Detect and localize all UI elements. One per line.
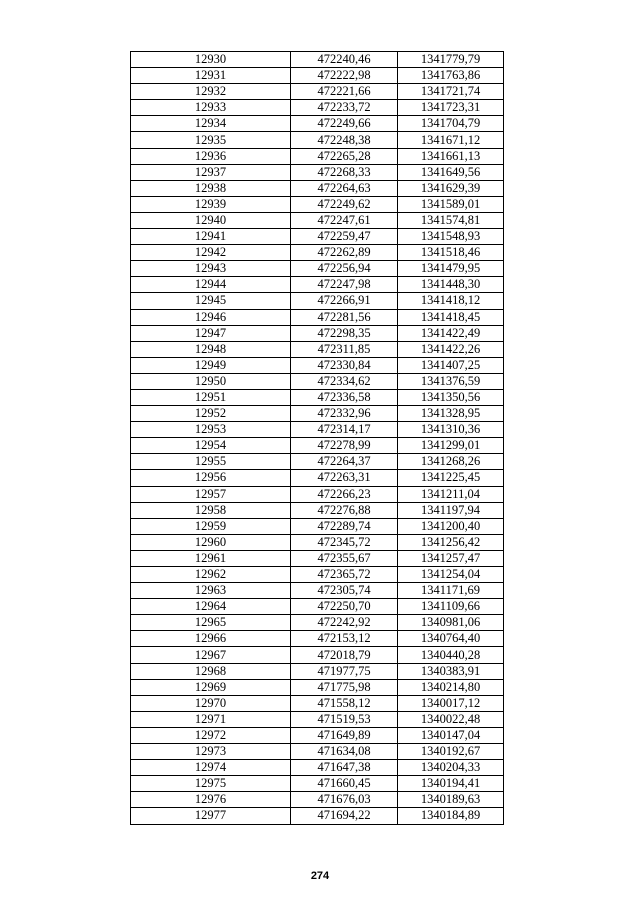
x-coordinate-cell: 471649,89 bbox=[291, 727, 398, 743]
x-coordinate-cell: 472332,96 bbox=[291, 406, 398, 422]
y-coordinate-cell: 1341589,01 bbox=[398, 196, 504, 212]
x-coordinate-cell: 472334,62 bbox=[291, 373, 398, 389]
y-coordinate-cell: 1340022,48 bbox=[398, 711, 504, 727]
point-number-cell: 12935 bbox=[131, 132, 291, 148]
table-row bbox=[131, 567, 504, 583]
table-row bbox=[131, 583, 504, 599]
y-coordinate-cell: 1340184,89 bbox=[398, 808, 504, 824]
point-number-cell: 12956 bbox=[131, 470, 291, 486]
point-number-cell: 12948 bbox=[131, 341, 291, 357]
point-number-cell: 12960 bbox=[131, 534, 291, 550]
table-row bbox=[131, 341, 504, 357]
point-number-cell: 12950 bbox=[131, 373, 291, 389]
point-number-cell: 12969 bbox=[131, 679, 291, 695]
point-number-cell: 12963 bbox=[131, 583, 291, 599]
x-coordinate-cell: 472247,61 bbox=[291, 212, 398, 228]
table-row bbox=[131, 599, 504, 615]
table-row bbox=[131, 534, 504, 550]
table-row bbox=[131, 679, 504, 695]
point-number-cell: 12938 bbox=[131, 180, 291, 196]
y-coordinate-cell: 1341548,93 bbox=[398, 229, 504, 245]
y-coordinate-cell: 1341299,01 bbox=[398, 438, 504, 454]
x-coordinate-cell: 471977,75 bbox=[291, 663, 398, 679]
y-coordinate-cell: 1341171,69 bbox=[398, 583, 504, 599]
x-coordinate-cell: 472153,12 bbox=[291, 631, 398, 647]
x-coordinate-cell: 472336,58 bbox=[291, 389, 398, 405]
y-coordinate-cell: 1341268,26 bbox=[398, 454, 504, 470]
point-number-cell: 12951 bbox=[131, 389, 291, 405]
table-row bbox=[131, 389, 504, 405]
y-coordinate-cell: 1341629,39 bbox=[398, 180, 504, 196]
table-row bbox=[131, 148, 504, 164]
point-number-cell: 12976 bbox=[131, 792, 291, 808]
point-number-cell: 12940 bbox=[131, 212, 291, 228]
x-coordinate-cell: 472264,37 bbox=[291, 454, 398, 470]
table-row bbox=[131, 100, 504, 116]
table-row bbox=[131, 518, 504, 534]
y-coordinate-cell: 1341254,04 bbox=[398, 567, 504, 583]
y-coordinate-cell: 1341763,86 bbox=[398, 68, 504, 84]
point-number-cell: 12934 bbox=[131, 116, 291, 132]
table-row bbox=[131, 615, 504, 631]
point-number-cell: 12966 bbox=[131, 631, 291, 647]
point-number-cell: 12977 bbox=[131, 808, 291, 824]
x-coordinate-cell: 472281,56 bbox=[291, 309, 398, 325]
point-number-cell: 12943 bbox=[131, 261, 291, 277]
table-row bbox=[131, 711, 504, 727]
point-number-cell: 12937 bbox=[131, 164, 291, 180]
x-coordinate-cell: 472264,63 bbox=[291, 180, 398, 196]
y-coordinate-cell: 1341310,36 bbox=[398, 422, 504, 438]
table-row bbox=[131, 422, 504, 438]
x-coordinate-cell: 472355,67 bbox=[291, 550, 398, 566]
table-row bbox=[131, 293, 504, 309]
table-row bbox=[131, 406, 504, 422]
x-coordinate-cell: 472256,94 bbox=[291, 261, 398, 277]
table-row bbox=[131, 727, 504, 743]
point-number-cell: 12942 bbox=[131, 245, 291, 261]
point-number-cell: 12968 bbox=[131, 663, 291, 679]
point-number-cell: 12945 bbox=[131, 293, 291, 309]
y-coordinate-cell: 1341518,46 bbox=[398, 245, 504, 261]
point-number-cell: 12965 bbox=[131, 615, 291, 631]
y-coordinate-cell: 1340192,67 bbox=[398, 744, 504, 760]
point-number-cell: 12933 bbox=[131, 100, 291, 116]
y-coordinate-cell: 1341422,26 bbox=[398, 341, 504, 357]
x-coordinate-cell: 472314,17 bbox=[291, 422, 398, 438]
x-coordinate-cell: 471694,22 bbox=[291, 808, 398, 824]
table-row bbox=[131, 180, 504, 196]
table-row bbox=[131, 550, 504, 566]
x-coordinate-cell: 472240,46 bbox=[291, 52, 398, 68]
table-row bbox=[131, 486, 504, 502]
table-row bbox=[131, 808, 504, 824]
y-coordinate-cell: 1340981,06 bbox=[398, 615, 504, 631]
coordinates-table-container bbox=[130, 51, 503, 825]
table-row bbox=[131, 277, 504, 293]
point-number-cell: 12944 bbox=[131, 277, 291, 293]
x-coordinate-cell: 471676,03 bbox=[291, 792, 398, 808]
point-number-cell: 12932 bbox=[131, 84, 291, 100]
point-number-cell: 12967 bbox=[131, 647, 291, 663]
table-row bbox=[131, 373, 504, 389]
y-coordinate-cell: 1340194,41 bbox=[398, 776, 504, 792]
point-number-cell: 12954 bbox=[131, 438, 291, 454]
y-coordinate-cell: 1340764,40 bbox=[398, 631, 504, 647]
x-coordinate-cell: 472266,91 bbox=[291, 293, 398, 309]
point-number-cell: 12947 bbox=[131, 325, 291, 341]
y-coordinate-cell: 1341200,40 bbox=[398, 518, 504, 534]
x-coordinate-cell: 472305,74 bbox=[291, 583, 398, 599]
table-row bbox=[131, 116, 504, 132]
y-coordinate-cell: 1341418,12 bbox=[398, 293, 504, 309]
table-row bbox=[131, 454, 504, 470]
y-coordinate-cell: 1341661,13 bbox=[398, 148, 504, 164]
table-row bbox=[131, 357, 504, 373]
x-coordinate-cell: 472248,38 bbox=[291, 132, 398, 148]
coordinates-table-body bbox=[131, 52, 504, 825]
table-row bbox=[131, 647, 504, 663]
page-number: 274 bbox=[310, 870, 330, 882]
table-row bbox=[131, 196, 504, 212]
y-coordinate-cell: 1341350,56 bbox=[398, 389, 504, 405]
table-row bbox=[131, 792, 504, 808]
x-coordinate-cell: 472233,72 bbox=[291, 100, 398, 116]
table-row bbox=[131, 470, 504, 486]
point-number-cell: 12973 bbox=[131, 744, 291, 760]
x-coordinate-cell: 472222,98 bbox=[291, 68, 398, 84]
point-number-cell: 12957 bbox=[131, 486, 291, 502]
y-coordinate-cell: 1341225,45 bbox=[398, 470, 504, 486]
coordinates-table bbox=[130, 51, 504, 825]
table-row bbox=[131, 695, 504, 711]
y-coordinate-cell: 1340204,33 bbox=[398, 760, 504, 776]
y-coordinate-cell: 1341418,45 bbox=[398, 309, 504, 325]
table-row bbox=[131, 229, 504, 245]
table-row bbox=[131, 261, 504, 277]
x-coordinate-cell: 472266,23 bbox=[291, 486, 398, 502]
x-coordinate-cell: 472259,47 bbox=[291, 229, 398, 245]
x-coordinate-cell: 472276,88 bbox=[291, 502, 398, 518]
x-coordinate-cell: 471519,53 bbox=[291, 711, 398, 727]
x-coordinate-cell: 472249,62 bbox=[291, 196, 398, 212]
point-number-cell: 12936 bbox=[131, 148, 291, 164]
y-coordinate-cell: 1341704,79 bbox=[398, 116, 504, 132]
table-row bbox=[131, 776, 504, 792]
table-row bbox=[131, 502, 504, 518]
table-row bbox=[131, 325, 504, 341]
y-coordinate-cell: 1340147,04 bbox=[398, 727, 504, 743]
table-row bbox=[131, 438, 504, 454]
x-coordinate-cell: 471660,45 bbox=[291, 776, 398, 792]
table-row bbox=[131, 245, 504, 261]
x-coordinate-cell: 472262,89 bbox=[291, 245, 398, 261]
x-coordinate-cell: 471634,08 bbox=[291, 744, 398, 760]
x-coordinate-cell: 472265,28 bbox=[291, 148, 398, 164]
x-coordinate-cell: 472018,79 bbox=[291, 647, 398, 663]
point-number-cell: 12975 bbox=[131, 776, 291, 792]
y-coordinate-cell: 1341422,49 bbox=[398, 325, 504, 341]
point-number-cell: 12941 bbox=[131, 229, 291, 245]
table-row bbox=[131, 84, 504, 100]
point-number-cell: 12959 bbox=[131, 518, 291, 534]
y-coordinate-cell: 1341256,42 bbox=[398, 534, 504, 550]
point-number-cell: 12952 bbox=[131, 406, 291, 422]
y-coordinate-cell: 1341574,81 bbox=[398, 212, 504, 228]
x-coordinate-cell: 471775,98 bbox=[291, 679, 398, 695]
x-coordinate-cell: 471647,38 bbox=[291, 760, 398, 776]
point-number-cell: 12949 bbox=[131, 357, 291, 373]
x-coordinate-cell: 472311,85 bbox=[291, 341, 398, 357]
x-coordinate-cell: 472268,33 bbox=[291, 164, 398, 180]
point-number-cell: 12974 bbox=[131, 760, 291, 776]
table-row bbox=[131, 212, 504, 228]
point-number-cell: 12970 bbox=[131, 695, 291, 711]
point-number-cell: 12971 bbox=[131, 711, 291, 727]
y-coordinate-cell: 1341257,47 bbox=[398, 550, 504, 566]
y-coordinate-cell: 1340017,12 bbox=[398, 695, 504, 711]
table-row bbox=[131, 132, 504, 148]
point-number-cell: 12972 bbox=[131, 727, 291, 743]
y-coordinate-cell: 1341779,79 bbox=[398, 52, 504, 68]
y-coordinate-cell: 1341197,94 bbox=[398, 502, 504, 518]
x-coordinate-cell: 472278,99 bbox=[291, 438, 398, 454]
y-coordinate-cell: 1341448,30 bbox=[398, 277, 504, 293]
point-number-cell: 12962 bbox=[131, 567, 291, 583]
y-coordinate-cell: 1341211,04 bbox=[398, 486, 504, 502]
x-coordinate-cell: 472250,70 bbox=[291, 599, 398, 615]
y-coordinate-cell: 1341479,95 bbox=[398, 261, 504, 277]
table-row bbox=[131, 631, 504, 647]
table-row bbox=[131, 164, 504, 180]
point-number-cell: 12958 bbox=[131, 502, 291, 518]
x-coordinate-cell: 472330,84 bbox=[291, 357, 398, 373]
y-coordinate-cell: 1341671,12 bbox=[398, 132, 504, 148]
y-coordinate-cell: 1341407,25 bbox=[398, 357, 504, 373]
x-coordinate-cell: 472289,74 bbox=[291, 518, 398, 534]
point-number-cell: 12953 bbox=[131, 422, 291, 438]
y-coordinate-cell: 1341721,74 bbox=[398, 84, 504, 100]
y-coordinate-cell: 1341328,95 bbox=[398, 406, 504, 422]
table-row bbox=[131, 760, 504, 776]
y-coordinate-cell: 1341109,66 bbox=[398, 599, 504, 615]
point-number-cell: 12939 bbox=[131, 196, 291, 212]
table-row bbox=[131, 52, 504, 68]
x-coordinate-cell: 472249,66 bbox=[291, 116, 398, 132]
point-number-cell: 12946 bbox=[131, 309, 291, 325]
x-coordinate-cell: 472247,98 bbox=[291, 277, 398, 293]
x-coordinate-cell: 472365,72 bbox=[291, 567, 398, 583]
y-coordinate-cell: 1340440,28 bbox=[398, 647, 504, 663]
y-coordinate-cell: 1341723,31 bbox=[398, 100, 504, 116]
y-coordinate-cell: 1340383,91 bbox=[398, 663, 504, 679]
point-number-cell: 12955 bbox=[131, 454, 291, 470]
y-coordinate-cell: 1340214,80 bbox=[398, 679, 504, 695]
point-number-cell: 12931 bbox=[131, 68, 291, 84]
x-coordinate-cell: 472242,92 bbox=[291, 615, 398, 631]
y-coordinate-cell: 1341649,56 bbox=[398, 164, 504, 180]
y-coordinate-cell: 1340189,63 bbox=[398, 792, 504, 808]
x-coordinate-cell: 472298,35 bbox=[291, 325, 398, 341]
y-coordinate-cell: 1341376,59 bbox=[398, 373, 504, 389]
table-row bbox=[131, 663, 504, 679]
x-coordinate-cell: 472221,66 bbox=[291, 84, 398, 100]
table-row bbox=[131, 309, 504, 325]
x-coordinate-cell: 472345,72 bbox=[291, 534, 398, 550]
table-row bbox=[131, 68, 504, 84]
point-number-cell: 12961 bbox=[131, 550, 291, 566]
x-coordinate-cell: 472263,31 bbox=[291, 470, 398, 486]
point-number-cell: 12930 bbox=[131, 52, 291, 68]
point-number-cell: 12964 bbox=[131, 599, 291, 615]
table-row bbox=[131, 744, 504, 760]
x-coordinate-cell: 471558,12 bbox=[291, 695, 398, 711]
